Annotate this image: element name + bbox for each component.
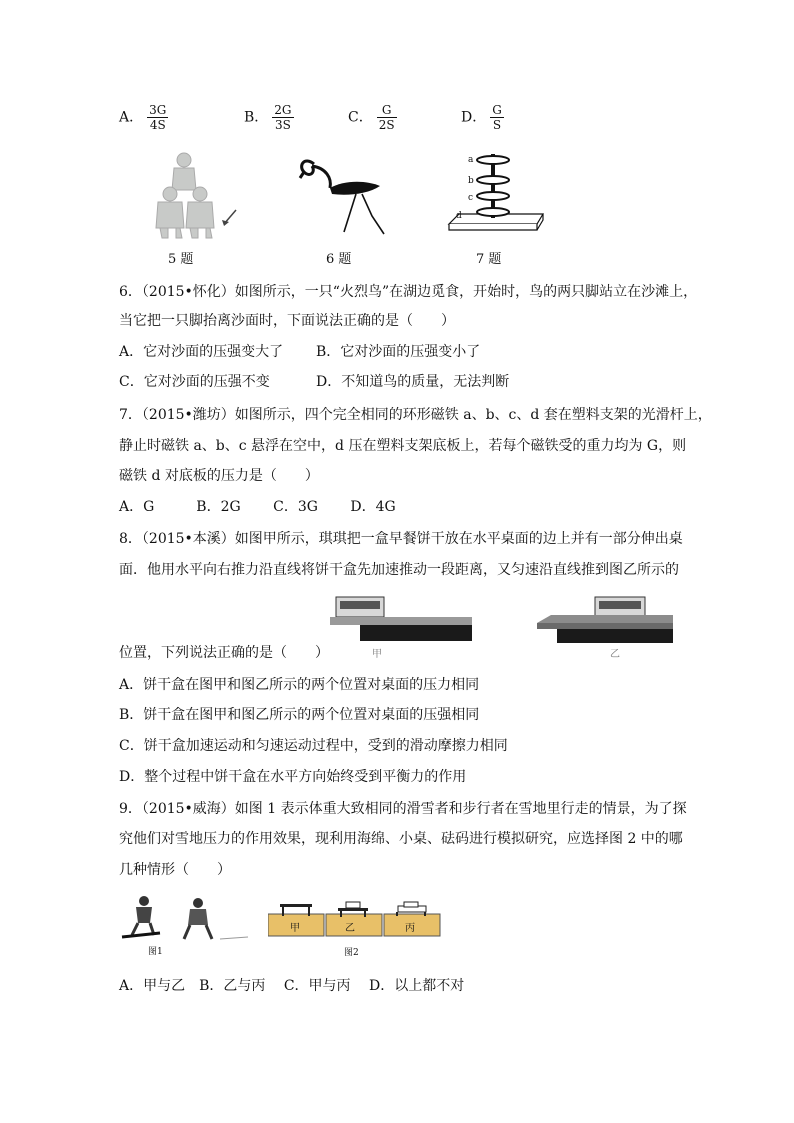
q8-option-d: D．整个过程中饼干盒在水平方向始终受到平衡力的作用 [119,769,467,785]
q9-options: A．甲与乙 B．乙与丙 C．甲与丙 D．以上都不对 [119,978,465,994]
caption-fig5: 5 题 [168,252,194,267]
figure-8-yi-photo [537,593,673,645]
q8-stem-line1: 8．（2015•本溪）如图甲所示，琪琪把一盒早餐饼干放在水平桌面的边上并有一部分伸出桌 [119,531,683,547]
numerator: 3G [149,103,167,117]
figure-8-jia-photo [330,593,472,648]
fig7-label-d: d [456,211,462,221]
figure-6-flamingo [296,150,396,240]
q8-option-c: C．饼干盒加速运动和匀速运动过程中，受到的滑动摩擦力相同 [119,738,508,754]
q8-stem-line3: 位置，下列说法正确的是（ ） [119,645,329,661]
fraction-c [377,103,397,132]
q6-option-c: C．它对沙面的压强不变 [119,374,270,390]
q5-option-c [348,103,397,132]
option-label: D． [461,109,487,126]
option-label: A． [119,109,144,126]
figure-9-1-skier-walker [120,893,250,945]
fraction-a [147,103,168,132]
option-label: C． [348,109,373,126]
denominator: 3S [274,118,291,132]
figure-5-acrobats [148,148,243,240]
fraction-d [490,103,504,132]
denominator: 2S [378,118,395,132]
q9-stem-line3: 几种情形（ ） [119,862,231,878]
fig9-label-2: 图2 [344,948,359,958]
denominator: S [492,118,502,132]
q7-stem-line3: 磁铁 d 对底板的压力是（ ） [119,468,319,484]
fig7-label-c: c [468,193,474,203]
fraction-b [272,103,293,132]
numerator: 2G [274,103,292,117]
q9-stem-line1: 9．（2015•威海）如图 1 表示体重大致相同的滑雪者和步行者在雪地里行走的情景，为了探 [119,801,687,817]
q5-option-b [244,103,294,132]
fig8-label-yi: 乙 [610,649,620,660]
q5-option-a [119,103,168,132]
q8-option-a: A．饼干盒在图甲和图乙所示的两个位置对桌面的压力相同 [119,677,480,693]
q7-options: A．G B．2G C．3G D．4G [119,499,396,515]
fig9-label-1: 图1 [148,947,163,957]
fig7-label-b: b [468,176,474,186]
q6-stem-line2: 当它把一只脚抬离沙面时，下面说法正确的是（ ） [119,313,455,329]
numerator: G [377,103,397,118]
fig9-panel-yi: 乙 [345,923,355,934]
q8-option-b: B．饼干盒在图甲和图乙所示的两个位置对桌面的压强相同 [119,707,480,723]
fig9-panel-jia: 甲 [290,923,300,934]
q8-stem-line2: 面．他用水平向右推力沿直线将饼干盒先加速推动一段距离，又匀速沿直线推到图乙所示的 [119,562,679,578]
option-label: B． [244,109,269,126]
q6-option-d: D．不知道鸟的质量，无法判断 [316,374,510,390]
q7-stem-line1: 7．（2015•潍坊）如图所示，四个完全相同的环形磁铁 a、b、c、d 套在塑料支架的光滑杆上， [119,407,712,423]
fig9-panel-bing: 丙 [405,923,415,934]
fig8-label-jia: 甲 [372,649,382,660]
q5-option-d [461,103,504,132]
q6-option-a: A．它对沙面的压强变大了 [119,344,284,360]
denominator: 4S [149,118,166,132]
q6-option-b: B．它对沙面的压强变小了 [316,344,481,360]
figure-7-magnets [445,148,545,236]
q6-stem-line1: 6．（2015•怀化）如图所示，一只“火烈鸟”在湖边觅食，开始时，鸟的两只脚站立在沙滩上， [119,284,698,300]
numerator: G [492,103,502,117]
caption-fig7: 7 题 [476,252,502,267]
q7-stem-line2: 静止时磁铁 a、b、c 悬浮在空中，d 压在塑料支架底板上，若每个磁铁受的重力均为 G，则 [119,438,687,454]
caption-fig6: 6 题 [326,252,352,267]
fig7-label-a: a [468,155,474,165]
q9-stem-line2: 究他们对雪地压力的作用效果，现利用海绵、小桌、砝码进行模拟研究，应选择图 2 中的哪 [119,831,683,847]
